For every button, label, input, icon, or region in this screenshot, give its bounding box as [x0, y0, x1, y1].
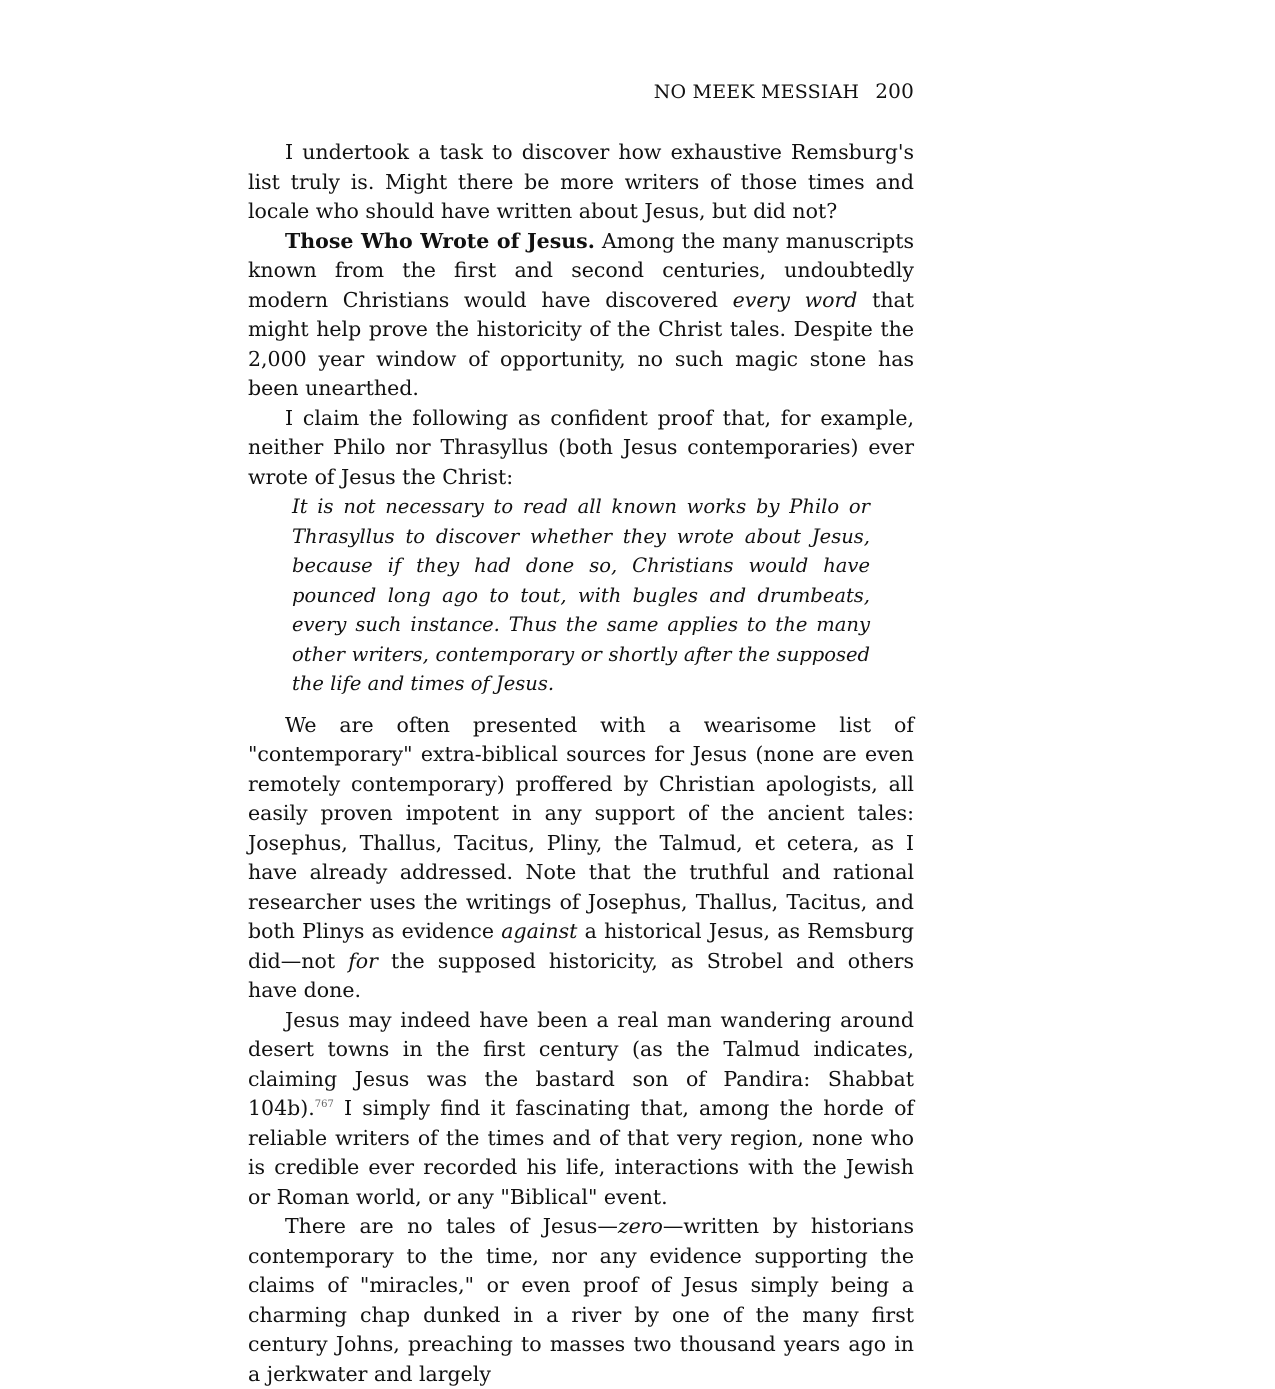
section-lead-heading: Those Who Wrote of Jesus.	[285, 228, 595, 253]
paragraph-2-text-a: Among the many manuscripts known from the first and second centuries, undoubtedly modern Christians would have discovered	[248, 228, 914, 312]
book-title: NO MEEK MESSIAH	[653, 81, 860, 103]
paragraph-1	[248, 138, 914, 227]
paragraph-2-text-b: that might help prove the historicity of the Christ tales. Despite the 2,000 year window of opportunity, no such magic stone has been unearthed.	[248, 287, 914, 400]
paragraph-4	[248, 711, 914, 1006]
paragraph-5	[248, 1006, 914, 1213]
paragraph-4-text-c: the supposed historicity, as Strobel and others have done.	[248, 948, 914, 1002]
running-head	[248, 74, 914, 108]
paragraph-5-text-a: Jesus may indeed have been a real man wandering around desert towns in the first century (as the Talmud indicates, claiming Jesus was the bastard son of Pandira: Shabbat 104b).	[248, 1007, 914, 1120]
paragraph-6-text-a: There are no tales of Jesus—	[285, 1214, 618, 1238]
paragraph-4-text-a: We are often presented with a wearisome list of "contemporary" extra-biblical sources for Jesus (none are even remotely contemporary) proffered by Christian apologists, all easily proven impotent in any support of the ancient tales: Josephus, Thallus, Tacitus, Pliny, the Talmud, et cetera, as I have already addressed. Note that the truthful and rational researcher uses the writings of Josephus, Thallus, Tacitus, and both Plinys as evidence	[248, 712, 914, 943]
block-quote: It is not necessary to read all known works by Philo or Thrasyllus to discover whether they wrote about Jesus, because if they had done so, Christians would have pounced long ago to tout, with bugles and drumbeats, every such instance. Thus the same applies to the many other writers, contemporary or shortly after the supposed the life and times of Jesus.	[292, 495, 870, 695]
paragraph-6-text-b: —written by historians contemporary to the time, nor any evidence supporting the claims of "miracles," or even proof of Jesus simply being a charming chap dunked in a river by one of the many first century Johns, preaching to masses two thousand years ago in a jerkwater and largely	[248, 1214, 914, 1386]
page-number: 200	[875, 79, 914, 103]
paragraph-4-emphasis-against: against	[501, 919, 578, 943]
body-text	[248, 138, 914, 1389]
paragraph-1-text: I undertook a task to discover how exhaustive Remsburg's list truly is. Might there be more writers of those times and locale who should have written about Jesus, but did not?	[248, 140, 914, 223]
book-page	[248, 74, 915, 1386]
paragraph-2-emphasis: every word	[732, 287, 858, 312]
paragraph-3-text: I claim the following as confident proof that, for example, neither Philo nor Thrasyllus (both Jesus contemporaries) ever wrote of Jesus the Christ:	[248, 405, 914, 489]
paragraph-2	[248, 227, 914, 404]
paragraph-5-text-b: I simply find it fascinating that, among the horde of reliable writers of the times and of that very region, none who is credible ever recorded his life, interactions with the Jewish or Roman world, or any "Biblical" event.	[248, 1096, 914, 1209]
paragraph-6-emphasis: zero	[617, 1214, 663, 1238]
paragraph-4-text-b: a historical Jesus, as Remsburg did—not	[248, 919, 915, 973]
paragraph-3	[248, 404, 914, 493]
footnote-marker[interactable]: 767	[314, 1099, 334, 1111]
paragraph-6	[248, 1212, 914, 1389]
paragraph-4-emphasis-for: for	[348, 948, 378, 973]
